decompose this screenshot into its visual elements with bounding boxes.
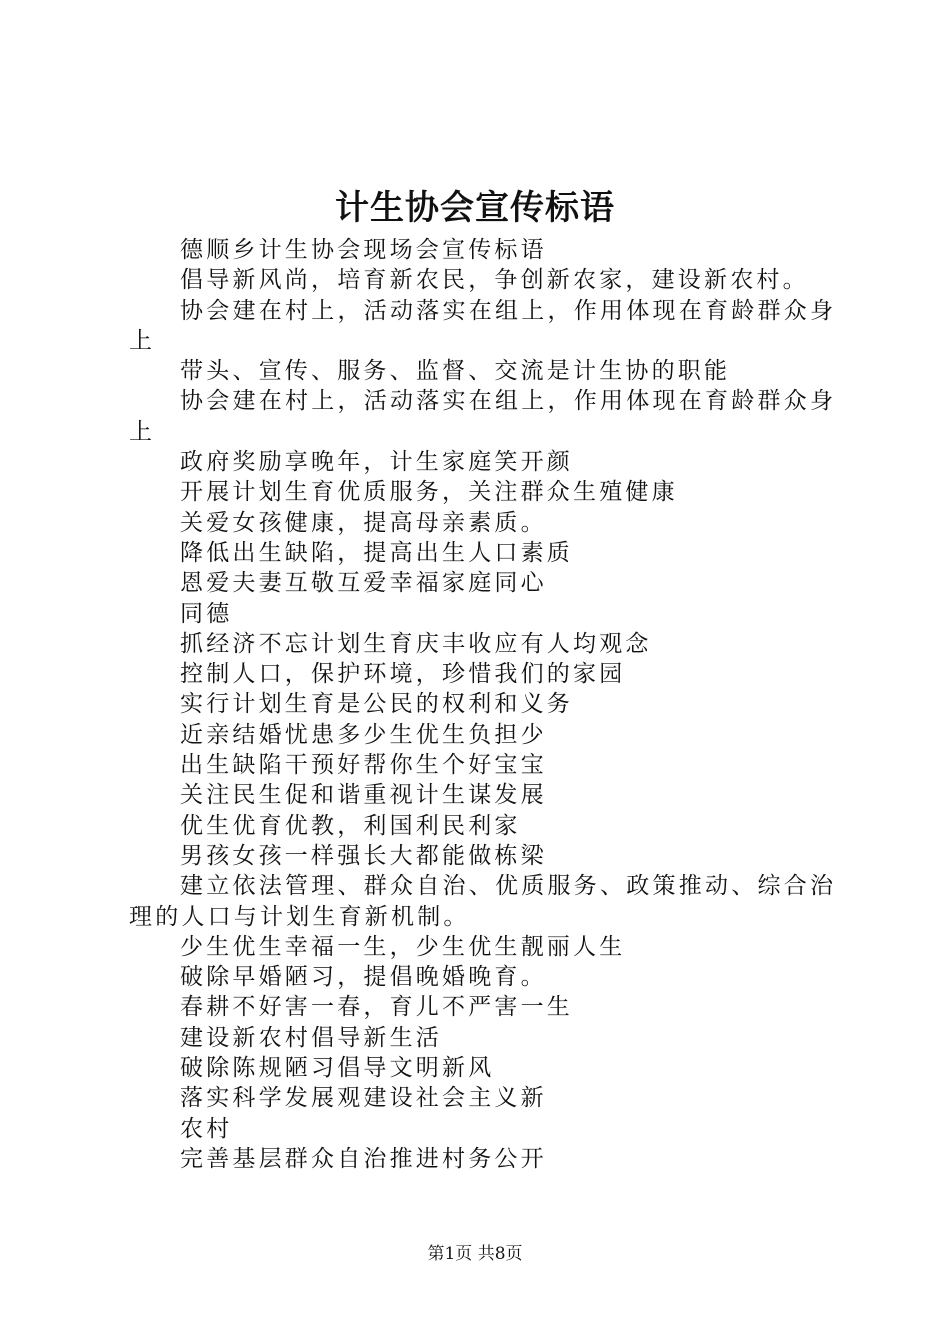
text-line bbox=[129, 871, 833, 901]
text-line: 降低出生缺陷，提高出生人口素质 bbox=[180, 539, 573, 566]
text-line: 上 bbox=[129, 327, 156, 354]
text-line: 关爱女孩健康，提高母亲素质。 bbox=[180, 509, 547, 536]
text-line: 破除陈规陋习倡导文明新风 bbox=[180, 1055, 495, 1082]
document-title: 计生协会宣传标语 bbox=[335, 188, 615, 228]
text-line: 近亲结婚忧患多少生优生负担少 bbox=[180, 721, 547, 748]
text-line bbox=[129, 296, 833, 326]
text-line: 上 bbox=[129, 418, 156, 445]
text-line: 关注民生促和谐重视计生谋发展 bbox=[180, 782, 547, 809]
text-line: 恩爱夫妻互敬互爱幸福家庭同心 bbox=[180, 570, 547, 597]
text-line: 实行计划生育是公民的权利和义务 bbox=[180, 691, 573, 718]
text-line: 破除早婚陋习，提倡晚婚晚育。 bbox=[180, 964, 547, 991]
text-line: 农村 bbox=[180, 1115, 233, 1142]
text-line: 春耕不好害一春，育儿不严害一生 bbox=[180, 994, 573, 1021]
text-line: 男孩女孩一样强长大都能做栋梁 bbox=[180, 842, 547, 869]
text-line: 同德 bbox=[180, 600, 233, 627]
text-line: 德顺乡计生协会现场会宣传标语 bbox=[180, 237, 547, 263]
text-line: 开展计划生育优质服务，关注群众生殖健康 bbox=[180, 479, 678, 506]
text-line: 少生优生幸福一生，少生优生靓丽人生 bbox=[180, 933, 626, 960]
text-line: 政府奖励享晚年，计生家庭笑开颜 bbox=[180, 449, 573, 476]
text-line: 抓经济不忘计划生育庆丰收应有人均观念 bbox=[180, 630, 652, 657]
text-line: 落实科学发展观建设社会主义新 bbox=[180, 1085, 547, 1112]
text-line-content: 建立依法管理、群众自治、优质服务、政策推动、综合治 bbox=[180, 873, 833, 900]
text-line: 优生优育优教，利国利民利家 bbox=[180, 812, 521, 839]
text-line-content: 协会建在村上，活动落实在组上，作用体现在育龄群众身 bbox=[180, 388, 833, 415]
text-line: 出生缺陷干预好帮你生个好宝宝 bbox=[180, 752, 547, 779]
text-line-content: 协会建在村上，活动落实在组上，作用体现在育龄群众身 bbox=[180, 297, 833, 324]
text-line: 完善基层群众自治推进村务公开 bbox=[180, 1145, 547, 1172]
text-line: 建设新农村倡导新生活 bbox=[180, 1024, 442, 1051]
text-line: 带头、宣传、服务、监督、交流是计生协的职能 bbox=[180, 358, 731, 385]
text-line: 控制人口，保护环境，珍惜我们的家园 bbox=[180, 661, 626, 688]
document-body bbox=[129, 235, 833, 1174]
text-line: 理的人口与计划生育新机制。 bbox=[129, 903, 470, 930]
text-line bbox=[129, 386, 833, 416]
page-number-footer: 第1页 共8页 bbox=[427, 1244, 523, 1264]
text-line: 倡导新风尚，培育新农民，争创新农家，建设新农村。 bbox=[180, 267, 809, 294]
